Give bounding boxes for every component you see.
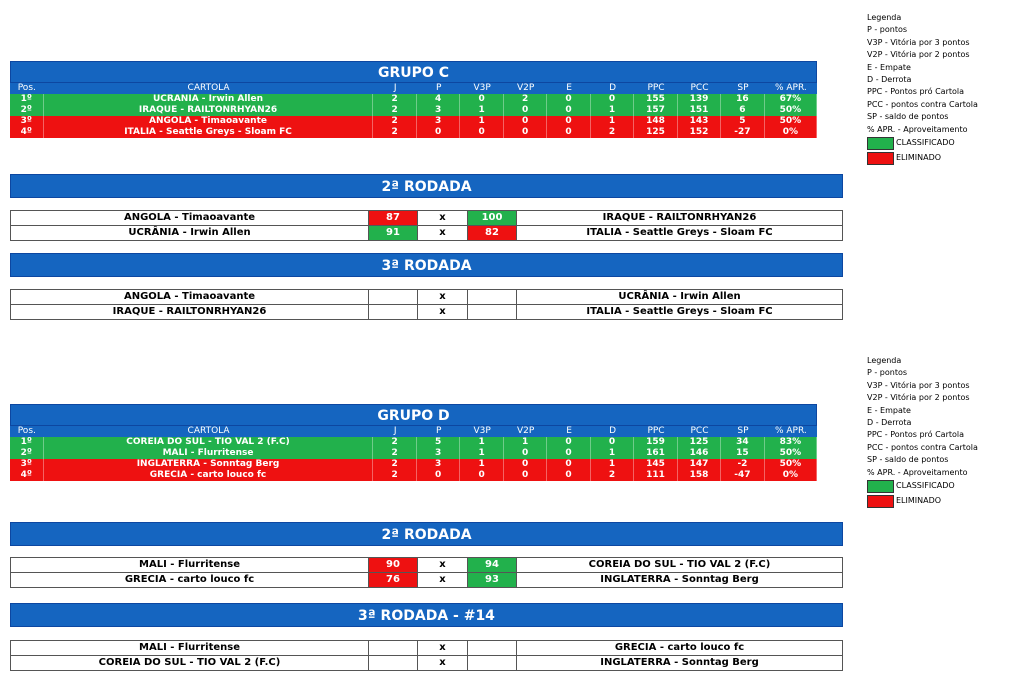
- header-ppc: PPC: [647, 83, 665, 93]
- cell-team: IRAQUE - RAILTONRHYAN26: [44, 105, 374, 116]
- cell-j: 2: [373, 437, 416, 448]
- cell-j: 2: [373, 459, 416, 470]
- header-e: E: [566, 83, 572, 93]
- cell-team: COREIA DO SUL - TIO VAL 2 (F.C): [44, 437, 374, 448]
- cell-v3p: 0: [460, 127, 503, 138]
- header-pos: Pos.: [17, 426, 36, 436]
- away-score: [467, 305, 516, 319]
- cell-pos: 1º: [10, 437, 44, 448]
- table-row: [10, 437, 817, 448]
- cell-pcc: 152: [678, 127, 721, 138]
- versus-label: x: [417, 211, 467, 225]
- legend-line: PPC - Pontos pró Cartola: [867, 87, 965, 97]
- home-team: ANGOLA - Timaoavante: [123, 212, 256, 223]
- round-3-matches: [10, 289, 843, 320]
- round-2-matches: [10, 557, 843, 588]
- legend: [867, 355, 1017, 509]
- header-p: P: [435, 83, 442, 93]
- legend-title: Legenda: [867, 13, 902, 22]
- cell-p: 3: [417, 448, 460, 459]
- header-v2p: V2P: [516, 426, 535, 436]
- cell-p: 3: [417, 459, 460, 470]
- cell-v3p: 0: [460, 94, 503, 105]
- cell-v3p: 0: [460, 470, 503, 481]
- cell-sp: -27: [721, 127, 764, 138]
- away-score: 94: [467, 558, 516, 572]
- cell-sp: -2: [721, 459, 764, 470]
- cell-sp: -47: [721, 470, 764, 481]
- cell-pos: 4º: [10, 127, 44, 138]
- home-score: [368, 641, 417, 655]
- cell-d: 0: [591, 437, 634, 448]
- table-row: [10, 448, 817, 459]
- away-team: INGLATERRA - Sonntag Berg: [516, 573, 842, 587]
- home-score: [368, 305, 417, 319]
- cell-team: ANGOLA - Timaoavante: [44, 116, 374, 127]
- table-row: [10, 116, 817, 127]
- cell-pcc: 139: [678, 94, 721, 105]
- cell-apr: 50%: [765, 116, 817, 127]
- cell-v3p: 1: [460, 459, 503, 470]
- match-row: [11, 225, 842, 240]
- match-row: [11, 304, 842, 319]
- legend-line: D - Derrota: [867, 418, 912, 428]
- cell-v2p: 0: [504, 116, 547, 127]
- home-score: 90: [368, 558, 417, 572]
- cell-sp: 15: [721, 448, 764, 459]
- header-d: D: [609, 83, 617, 93]
- header-ppc: PPC: [647, 426, 665, 436]
- cell-v2p: 0: [504, 105, 547, 116]
- home-score: [368, 290, 417, 304]
- legend-line: PCC - pontos contra Cartola: [867, 442, 978, 452]
- cell-v2p: 1: [504, 437, 547, 448]
- header-pcc: PCC: [690, 83, 709, 93]
- cell-apr: 83%: [765, 437, 817, 448]
- round-banner: 3ª RODADA - #14: [10, 603, 843, 627]
- header-p: P: [435, 426, 442, 436]
- cell-v2p: 0: [504, 448, 547, 459]
- away-score: 93: [467, 573, 516, 587]
- cell-team: GRECIA - carto louco fc: [44, 470, 374, 481]
- header-v3p: V3P: [473, 83, 491, 93]
- cell-p: 0: [417, 127, 460, 138]
- match-row: [11, 641, 842, 655]
- cell-j: 2: [373, 127, 416, 138]
- cell-apr: 50%: [765, 105, 817, 116]
- round-banner: 2ª RODADA: [10, 522, 843, 546]
- cell-d: 1: [591, 459, 634, 470]
- match-row: [11, 211, 842, 225]
- header-d: D: [609, 426, 617, 436]
- away-team: ITALIA - Seattle Greys - Sloam FC: [516, 305, 842, 319]
- versus-label: x: [417, 558, 467, 572]
- home-team: UCRÂNIA - Irwin Allen: [128, 227, 251, 238]
- cell-j: 2: [373, 105, 416, 116]
- round-3-matches: [10, 640, 843, 671]
- away-team: COREIA DO SUL - TIO VAL 2 (F.C): [516, 558, 842, 572]
- cell-v2p: 0: [504, 470, 547, 481]
- eliminated-swatch: [867, 152, 894, 165]
- legend-line: E - Empate: [867, 405, 911, 415]
- home-team: MALI - Flurritense: [139, 642, 240, 653]
- table-row: [10, 127, 817, 138]
- cell-v3p: 1: [460, 437, 503, 448]
- cell-pos: 2º: [10, 105, 44, 116]
- cell-ppc: 145: [634, 459, 677, 470]
- cell-d: 1: [591, 105, 634, 116]
- cell-v3p: 1: [460, 448, 503, 459]
- cell-ppc: 155: [634, 94, 677, 105]
- home-team: ANGOLA - Timaoavante: [123, 291, 256, 302]
- cell-pos: 3º: [10, 116, 44, 127]
- legend: [867, 12, 1017, 166]
- header-j: J: [393, 426, 397, 436]
- legend-line: V3P - Vitória por 3 pontos: [867, 380, 970, 390]
- home-score: 91: [368, 226, 417, 240]
- cell-e: 0: [547, 470, 590, 481]
- versus-label: x: [417, 641, 467, 655]
- legend-line: SP - saldo de pontos: [867, 455, 949, 465]
- classified-swatch: [867, 480, 894, 493]
- cell-pos: 2º: [10, 448, 44, 459]
- table-header-row: [10, 426, 817, 437]
- cell-e: 0: [547, 116, 590, 127]
- table-header-row: [10, 83, 817, 94]
- cell-pcc: 158: [678, 470, 721, 481]
- cell-pcc: 147: [678, 459, 721, 470]
- match-row: [11, 655, 842, 670]
- cell-ppc: 161: [634, 448, 677, 459]
- legend-line: P - pontos: [867, 25, 908, 35]
- home-team: COREIA DO SUL - TIO VAL 2 (F.C): [98, 657, 281, 668]
- eliminated-label: ELIMINADO: [896, 153, 942, 163]
- legend-line: D - Derrota: [867, 75, 912, 85]
- cell-j: 2: [373, 94, 416, 105]
- cell-pos: 3º: [10, 459, 44, 470]
- cell-p: 4: [417, 94, 460, 105]
- cell-d: 0: [591, 94, 634, 105]
- legend-classified: [867, 479, 1017, 494]
- cell-ppc: 125: [634, 127, 677, 138]
- round-banner: 3ª RODADA: [10, 253, 843, 277]
- cell-p: 5: [417, 437, 460, 448]
- cell-e: 0: [547, 105, 590, 116]
- home-score: 76: [368, 573, 417, 587]
- header-pcc: PCC: [690, 426, 709, 436]
- cell-pos: 1º: [10, 94, 44, 105]
- header-v2p: V2P: [516, 83, 535, 93]
- legend-line: V3P - Vitória por 3 pontos: [867, 37, 970, 47]
- away-score: [467, 290, 516, 304]
- match-row: [11, 572, 842, 587]
- cell-ppc: 157: [634, 105, 677, 116]
- classified-swatch: [867, 137, 894, 150]
- away-score: [467, 656, 516, 670]
- header-cartola: CARTOLA: [187, 83, 230, 93]
- cell-sp: 16: [721, 94, 764, 105]
- group-d-table: [10, 404, 817, 481]
- cell-d: 1: [591, 448, 634, 459]
- table-row: [10, 94, 817, 105]
- legend-line: E - Empate: [867, 62, 911, 72]
- cell-pcc: 125: [678, 437, 721, 448]
- round-2-matches: [10, 210, 843, 241]
- cell-e: 0: [547, 94, 590, 105]
- away-score: 82: [467, 226, 516, 240]
- versus-label: x: [417, 656, 467, 670]
- cell-p: 0: [417, 470, 460, 481]
- away-team: ITALIA - Seattle Greys - Sloam FC: [516, 226, 842, 240]
- group-c-table: [10, 61, 817, 138]
- cell-p: 3: [417, 116, 460, 127]
- match-row: [11, 558, 842, 572]
- away-score: [467, 641, 516, 655]
- cell-team: INGLATERRA - Sonntag Berg: [44, 459, 374, 470]
- round-banner: 2ª RODADA: [10, 174, 843, 198]
- match-row: [11, 290, 842, 304]
- legend-line: PPC - Pontos pró Cartola: [867, 430, 965, 440]
- away-score: 100: [467, 211, 516, 225]
- home-team: MALI - Flurritense: [139, 559, 240, 570]
- legend-line: % APR. - Aproveitamento: [867, 467, 968, 477]
- away-team: GRECIA - carto louco fc: [516, 641, 842, 655]
- classified-label: CLASSIFICADO: [896, 481, 955, 491]
- away-team: INGLATERRA - Sonntag Berg: [516, 656, 842, 670]
- cell-j: 2: [373, 448, 416, 459]
- header-v3p: V3P: [473, 426, 491, 436]
- table-row: [10, 459, 817, 470]
- legend-title: Legenda: [867, 356, 902, 365]
- cell-d: 2: [591, 470, 634, 481]
- legend-line: V2P - Vitória por 2 pontos: [867, 50, 970, 60]
- cell-v2p: 0: [504, 459, 547, 470]
- cell-j: 2: [373, 470, 416, 481]
- legend-eliminated: [867, 151, 1017, 166]
- legend-line: % APR. - Aproveitamento: [867, 124, 968, 134]
- cell-v2p: 2: [504, 94, 547, 105]
- header-sp: SP: [737, 426, 749, 436]
- legend-eliminated: [867, 494, 1017, 509]
- versus-label: x: [417, 290, 467, 304]
- header-apr: % APR.: [774, 83, 807, 93]
- cell-e: 0: [547, 437, 590, 448]
- header-e: E: [566, 426, 572, 436]
- table-row: [10, 105, 817, 116]
- cell-v3p: 1: [460, 105, 503, 116]
- home-score: [368, 656, 417, 670]
- legend-line: V2P - Vitória por 2 pontos: [867, 393, 970, 403]
- group-title: GRUPO D: [10, 404, 817, 426]
- home-team: IRAQUE - RAILTONRHYAN26: [112, 306, 267, 317]
- legend-line: P - pontos: [867, 368, 908, 378]
- cell-d: 2: [591, 127, 634, 138]
- eliminated-label: ELIMINADO: [896, 496, 942, 506]
- cell-pos: 4º: [10, 470, 44, 481]
- versus-label: x: [417, 573, 467, 587]
- group-title: GRUPO C: [10, 61, 817, 83]
- header-pos: Pos.: [17, 83, 36, 93]
- header-j: J: [393, 83, 397, 93]
- cell-apr: 50%: [765, 448, 817, 459]
- cell-pcc: 143: [678, 116, 721, 127]
- legend-classified: [867, 136, 1017, 151]
- legend-line: SP - saldo de pontos: [867, 112, 949, 122]
- eliminated-swatch: [867, 495, 894, 508]
- cell-ppc: 111: [634, 470, 677, 481]
- legend-line: PCC - pontos contra Cartola: [867, 99, 978, 109]
- versus-label: x: [417, 226, 467, 240]
- cell-team: UCRÂNIA - Irwin Allen: [44, 94, 374, 105]
- cell-v3p: 1: [460, 116, 503, 127]
- home-team: GRECIA - carto louco fc: [124, 574, 255, 585]
- cell-apr: 50%: [765, 459, 817, 470]
- cell-ppc: 159: [634, 437, 677, 448]
- cell-pcc: 151: [678, 105, 721, 116]
- cell-sp: 34: [721, 437, 764, 448]
- versus-label: x: [417, 305, 467, 319]
- cell-p: 3: [417, 105, 460, 116]
- away-team: UCRÂNIA - Irwin Allen: [516, 290, 842, 304]
- away-team: IRAQUE - RAILTONRHYAN26: [516, 211, 842, 225]
- cell-e: 0: [547, 459, 590, 470]
- cell-sp: 6: [721, 105, 764, 116]
- cell-j: 2: [373, 116, 416, 127]
- cell-ppc: 148: [634, 116, 677, 127]
- cell-team: ITALIA - Seattle Greys - Sloam FC: [44, 127, 374, 138]
- header-cartola: CARTOLA: [187, 426, 230, 436]
- cell-v2p: 0: [504, 127, 547, 138]
- table-row: [10, 470, 817, 481]
- cell-e: 0: [547, 127, 590, 138]
- cell-apr: 0%: [765, 127, 817, 138]
- cell-team: MALI - Flurritense: [44, 448, 374, 459]
- cell-apr: 67%: [765, 94, 817, 105]
- classified-label: CLASSIFICADO: [896, 138, 955, 148]
- header-sp: SP: [737, 83, 749, 93]
- cell-pcc: 146: [678, 448, 721, 459]
- home-score: 87: [368, 211, 417, 225]
- cell-d: 1: [591, 116, 634, 127]
- cell-apr: 0%: [765, 470, 817, 481]
- cell-e: 0: [547, 448, 590, 459]
- header-apr: % APR.: [774, 426, 807, 436]
- cell-sp: 5: [721, 116, 764, 127]
